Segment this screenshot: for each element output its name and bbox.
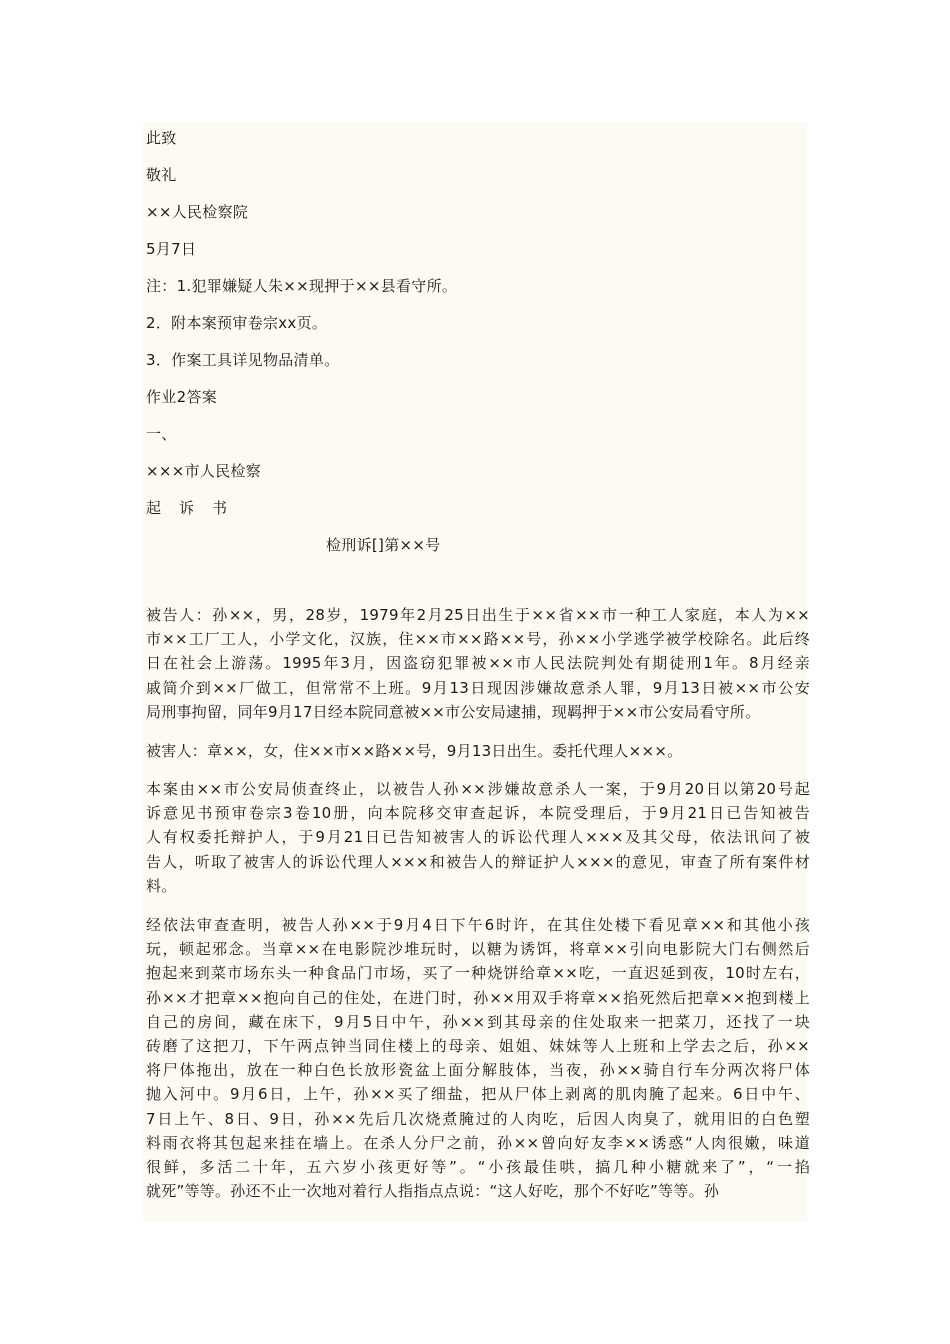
paragraph-line: 日在社会上游荡。1995年3月，因盗窃犯罪被××市人民法院判处有期徒刑1年。8月经亲 — [146, 654, 810, 673]
document-number: 检刑诉[]第××号 — [326, 536, 441, 554]
paragraph-line: 本案由××市公安局侦查终止，以被告人孙××涉嫌故意杀人一案，于9月20日以第20号起 — [146, 780, 810, 798]
paragraph-line: 抱起来到菜市场东头一种食品门市场，买了一种烧饼给章××吃，一直迟延到夜，10时左右， — [146, 964, 810, 983]
case-paragraph — [146, 777, 810, 898]
paragraph-line: 孙××才把章××抱向自己的住处，在进门时，孙××用双手将章××掐死然后把章××抱到楼上 — [146, 988, 810, 1007]
paragraph-line: 市××工厂工人，小学文化，汉族，住××市××路××号，孙××小学逃学被学校除名。此后终 — [146, 630, 810, 649]
note-1: 注：1.犯罪嫌疑人朱××现押于××县看守所。 — [146, 277, 458, 295]
paragraph-line: 经依法审查查明，被告人孙××于9月4日下午6时许，在其住处楼下看见章××和其他小孩 — [146, 916, 810, 934]
facts-paragraph — [146, 913, 810, 1203]
closing-jing-li: 敬礼 — [146, 166, 177, 184]
paragraph-line: 被害人：章××，女，住××市××路××号，9月13日出生。委托代理人×××。 — [146, 742, 683, 760]
note-2: 2．附本案预审卷宗xx页。 — [146, 314, 328, 332]
section-number: 一、 — [146, 425, 177, 443]
closing-date: 5月7日 — [146, 240, 197, 258]
paragraph-line: 戚简介到××厂做工，但常常不上班。9月13日现因涉嫌故意杀人罪，9月13日被××市公安 — [146, 678, 810, 697]
paragraph-line: 料。 — [146, 876, 177, 895]
paragraph-line: 诉意见书预审卷宗3卷10册，向本院移交审查起诉，本院受理后，于9月21日已告知被告 — [146, 804, 810, 823]
paragraph-line: 抛入河中。9月6日，上午，孙××买了细盐，把从尸体上剥离的肌肉腌了起来。6日中午、 — [146, 1085, 810, 1104]
closing-ci-zhi: 此致 — [146, 129, 177, 147]
closing-org: ××人民检察院 — [146, 203, 249, 221]
victim-paragraph — [146, 739, 810, 763]
paragraph-line: 人有权委托辩护人，于9月21日已告知被害人的诉讼代理人×××及其父母，依法讯问了被 — [146, 828, 810, 847]
note-3: 3．作案工具详见物品清单。 — [146, 351, 340, 369]
defendant-paragraph — [146, 603, 810, 724]
document-type-title: 起诉书 — [146, 499, 246, 517]
paragraph-line: 将尸体拖出，放在一种白色长放形瓷盆上面分解肢体，当夜，孙××骑自行车分两次将尸体 — [146, 1061, 810, 1080]
paragraph-line: 就死”等等。孙还不止一次地对着行人指指点点说：“这人好吃，那个不好吃”等等。孙 — [146, 1182, 720, 1201]
paragraph-line: 砖磨了这把刀，下午两点钟当同住楼上的母亲、姐姐、妹妹等人上班和上学去之后，孙×× — [146, 1037, 810, 1056]
paragraph-line: 局刑事拘留，同年9月17日经本院同意被××市公安局逮捕，现羁押于××市公安局看守所。 — [146, 702, 761, 721]
paragraph-line: 很鲜，多活二十年，五六岁小孩更好等”。“小孩最佳哄，搞几种小糖就来了”，“一掐 — [146, 1158, 810, 1177]
homework-title: 作业2答案 — [146, 388, 218, 406]
paragraph-line: 玩，顿起邪念。当章××在电影院沙堆玩时，以糖为诱饵，将章××引向电影院大门右侧然后 — [146, 940, 810, 959]
procuratorate-name: ×××市人民检察 — [146, 462, 262, 480]
paragraph-line: 被告人：孙××，男，28岁，1979年2月25日出生于××省××市一种工人家庭，本人为×× — [146, 606, 810, 624]
paragraph-line: 料雨衣将其包起来挂在墙上。在杀人分尸之前，孙××曾向好友李××诱惑“人肉很嫩，味道 — [146, 1133, 810, 1152]
paragraph-line: 7日上午、8日、9日，孙××先后几次烧煮腌过的人肉吃，后因人肉臭了，就用旧的白色塑 — [146, 1109, 810, 1128]
paragraph-line: 告人，听取了被害人的诉讼代理人×××和被告人的辩证护人×××的意见，审查了所有案件材 — [146, 852, 810, 871]
paragraph-line: 自己的房间，藏在床下，9月5日中午，孙××到其母亲的住处取来一把菜刀，还找了一块 — [146, 1012, 810, 1031]
